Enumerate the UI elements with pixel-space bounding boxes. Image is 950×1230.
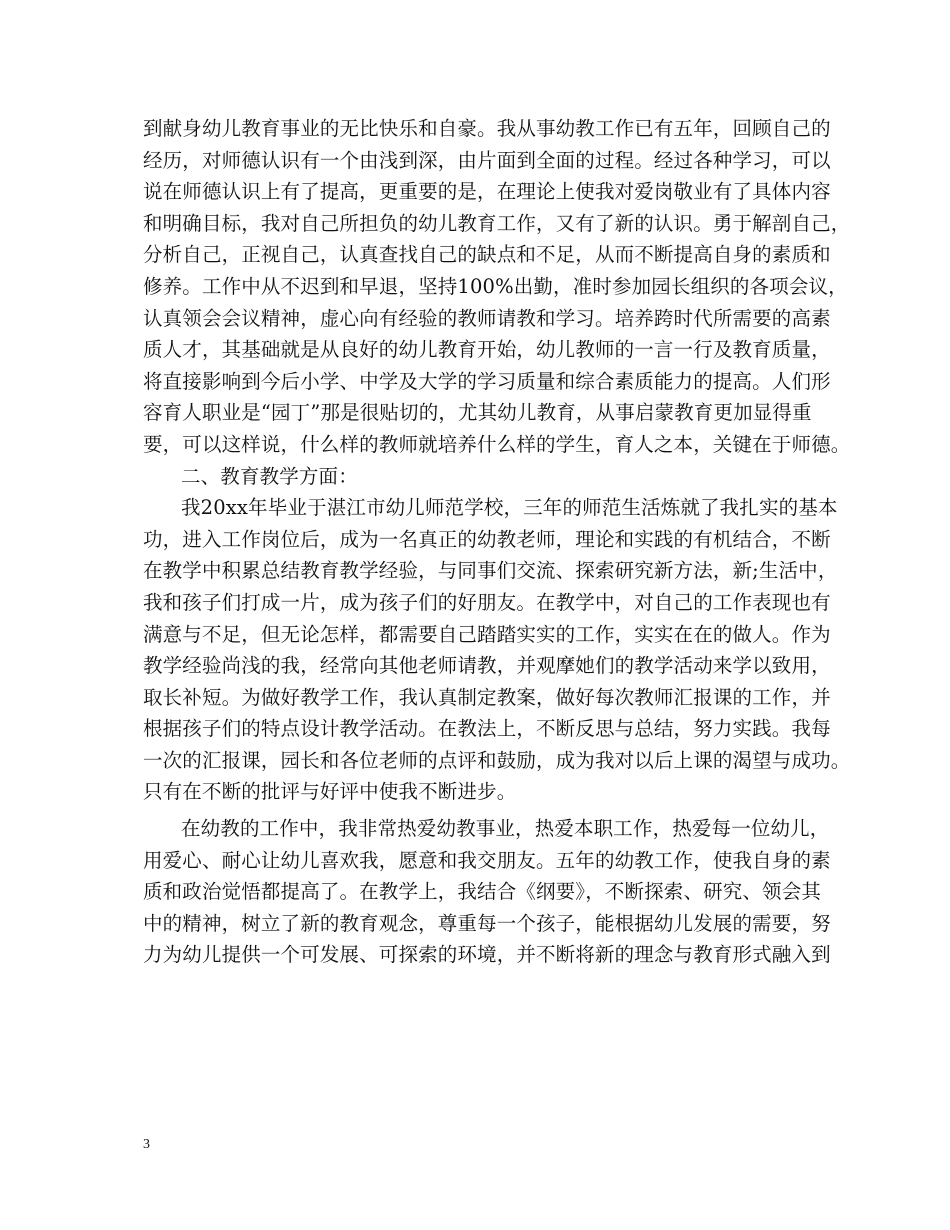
text-line: 到献身幼儿教育事业的无比快乐和自豪。我从事幼教工作已有五年，回顾自己的 xyxy=(143,117,831,140)
paragraph-4 xyxy=(143,813,831,971)
text-line: 功，进入工作岗位后，成为一名真正的幼教老师，理论和实践的有机结合，不断 xyxy=(143,527,831,551)
text-line: 质和政治觉悟都提高了。在教学上，我结合《纲要》，不断探索、研究、领会其 xyxy=(143,880,822,904)
text-line: 根据孩子们的特点设计教学活动。在教法上，不断反思与总结，努力实践。我每 xyxy=(143,717,831,741)
text-line: 中的精神，树立了新的教育观念，尊重每一个孩子，能根据幼儿发展的需要，努 xyxy=(143,911,831,935)
text-line: 在教学中积累总结教育教学经验，与同事们交流、探索研究新方法，新;生活中， xyxy=(143,559,838,583)
text-line: 满意与不足，但无论怎样，都需要自己踏踏实实的工作，实实在在的做人。作为 xyxy=(143,622,831,646)
section-heading xyxy=(143,461,823,493)
text-line: 在幼教的工作中，我非常热爱幼教事业，热爱本职工作，热爱每一位幼儿， xyxy=(181,817,830,841)
text-line: 我和孩子们打成一片，成为孩子们的好朋友。在教学中，对自己的工作表现也有 xyxy=(143,590,831,614)
text-line: 一次的汇报课，园长和各位老师的点评和鼓励，成为我对以后上课的渴望与成功。 xyxy=(143,748,851,772)
text-line: 力为幼儿提供一个可发展、可探索的环境，并不断将新的理念与教育形式融入到 xyxy=(143,943,831,967)
text-line: 只有在不断的批评与好评中使我不断进步。 xyxy=(143,780,517,804)
text-line: 用爱心、耐心让幼儿喜欢我，愿意和我交朋友。五年的幼教工作，使我自身的素 xyxy=(143,848,831,872)
text-line: 认真领会会议精神，虚心向有经验的教师请教和学习。培养跨时代所需要的高素 xyxy=(143,306,831,330)
paragraph-3 xyxy=(143,492,851,808)
text-line: 将直接影响到今后小学、中学及大学的学习质量和综合素质能力的提高。人们形 xyxy=(143,369,831,393)
text-line: 容育人职业是“园丁”那是很贴切的，尤其幼儿教育，从事启蒙教育更加显得重 xyxy=(143,401,812,425)
text-line: 说在师德认识上有了提高，更重要的是，在理论上使我对爱岗敬业有了具体内容 xyxy=(143,180,831,204)
text-line: 教学经验尚浅的我，经常向其他老师请教，并观摩她们的教学活动来学以致用， xyxy=(143,654,831,678)
section-heading-text: 二、教育教学方面： xyxy=(181,464,358,488)
text-line: 和明确目标，我对自己所担负的幼儿教育工作，又有了新的认识。勇于解剖自己， xyxy=(143,211,851,235)
text-line: 取长补短。为做好教学工作，我认真制定教案，做好每次教师汇报课的工作，并 xyxy=(143,685,831,709)
text-line: 要，可以这样说，什么样的教师就培养什么样的学生，育人之本，关键在于师德。 xyxy=(143,432,851,456)
text-line: 修养。工作中从不迟到和早退，坚持100%出勤，准时参加园长组织的各项会议， xyxy=(143,274,848,298)
text-line: 我20xx年毕业于湛江市幼儿师范学校，三年的师范生活炼就了我扎实的基本 xyxy=(181,496,838,520)
body-text xyxy=(143,113,851,971)
paragraph-1 xyxy=(143,113,851,461)
page-number: 3 xyxy=(143,1137,150,1152)
text-line: 经历，对师德认识有一个由浅到深，由片面到全面的过程。经过各种学习，可以 xyxy=(143,148,831,172)
text-line: 分析自己，正视自己，认真查找自己的缺点和不足，从而不断提高自身的素质和 xyxy=(143,243,831,267)
text-line: 质人才，其基础就是从良好的幼儿教育开始，幼儿教师的一言一行及教育质量， xyxy=(143,338,831,362)
